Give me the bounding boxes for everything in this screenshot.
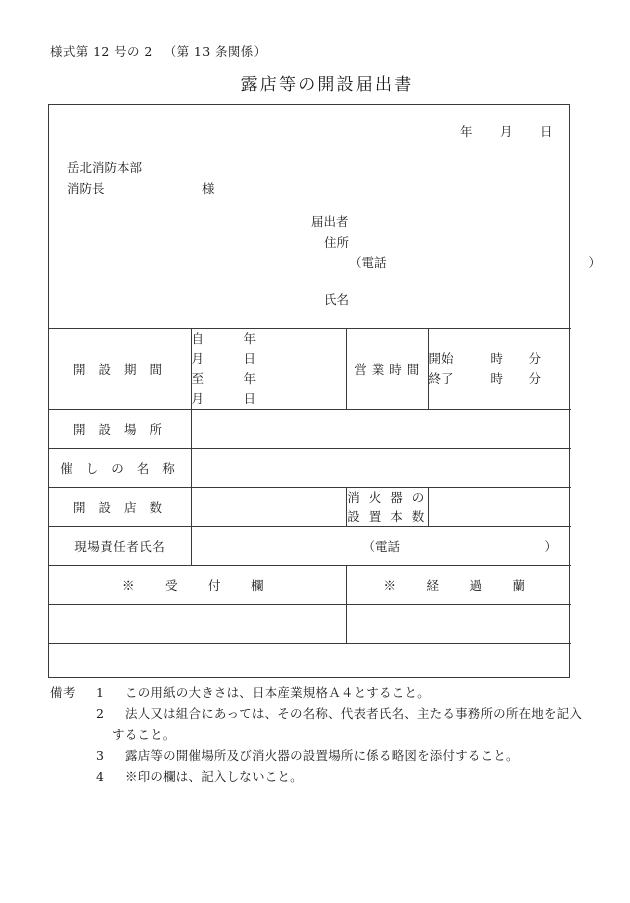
hours-start-minute: 分 xyxy=(528,351,542,366)
reception-section-heading: ※ 受 付 欄 xyxy=(49,566,346,605)
form-frame xyxy=(48,104,601,678)
hours-end-minute: 分 xyxy=(528,371,542,386)
addressee-title: 消防長 xyxy=(67,181,105,196)
manager-label: 現場責任者氏名 xyxy=(49,527,191,566)
event-name-label: 催 し の 名 称 xyxy=(49,449,191,488)
manager-value-cell[interactable] xyxy=(191,527,571,566)
extinguisher-label-line2: 設 置 本 数 xyxy=(347,509,427,524)
remark-number: 1 xyxy=(96,685,104,700)
period-from-line xyxy=(192,329,346,369)
table-row-place xyxy=(49,410,571,449)
extinguisher-count-label xyxy=(346,488,428,527)
addressee-block xyxy=(67,157,215,199)
remark-number: 3 xyxy=(96,748,104,763)
remarks-label: 備考 xyxy=(50,685,77,700)
table-row-period xyxy=(49,329,571,410)
submitter-phone-open: （電話 xyxy=(349,255,387,270)
submitter-phone-row xyxy=(349,253,601,271)
table-row-manager xyxy=(49,527,571,566)
progress-section-heading: ※ 経 過 蘭 xyxy=(346,566,571,605)
addressee-honorific: 様 xyxy=(202,181,215,196)
table-row-official-blanks xyxy=(49,605,571,644)
date-year-label: 年 xyxy=(459,124,473,139)
form-number: 様式第 12 号の 2 （第 13 条関係） xyxy=(50,44,267,59)
hours-end-line xyxy=(429,369,572,389)
remark-item xyxy=(96,745,590,766)
event-name-value-cell[interactable] xyxy=(191,449,571,488)
table-row-event-name xyxy=(49,449,571,488)
remark-text: 法人又は組合にあっては、その名称、代表者氏名、主たる事務所の所在地を記入 xyxy=(125,706,583,721)
remark-item xyxy=(96,766,590,787)
hours-start-hour: 時 xyxy=(490,351,504,366)
hours-start-prefix: 開始 xyxy=(428,351,454,366)
addressee-organization: 岳北消防本部 xyxy=(67,160,143,175)
place-label: 開 設 場 所 xyxy=(49,410,191,449)
submitter-address-label: 住所 xyxy=(324,235,350,250)
remarks-row xyxy=(50,682,590,787)
remarks-block xyxy=(50,682,590,787)
period-to-line xyxy=(192,369,346,409)
store-count-label: 開 設 店 数 xyxy=(49,488,191,527)
remark-continuation: すること。 xyxy=(112,727,176,742)
remark-number: 4 xyxy=(96,769,104,784)
submitter-name-label: 氏名 xyxy=(324,292,350,307)
date-month-label: 月 xyxy=(499,124,513,139)
manager-phone-open: （電話 xyxy=(362,539,400,554)
place-value-cell[interactable] xyxy=(191,410,571,449)
hours-value-cell[interactable] xyxy=(428,329,571,410)
document-title: 露店等の開設届出書 xyxy=(240,75,414,95)
submitter-phone-close: ） xyxy=(588,255,601,270)
remark-text: ※印の欄は、記入しないこと。 xyxy=(125,769,303,784)
extinguisher-label-line1: 消 火 器 の xyxy=(347,490,427,505)
period-label: 開 設 期 間 xyxy=(49,329,191,410)
period-to-month: 月 xyxy=(191,391,205,406)
period-from-year: 年 xyxy=(243,331,257,346)
remark-text: この用紙の大きさは、日本産業規格Ａ４とすること。 xyxy=(125,685,430,700)
progress-section-value[interactable] xyxy=(346,605,571,644)
addressee-title-row xyxy=(67,178,215,199)
period-from-month: 月 xyxy=(191,351,205,366)
period-from-prefix: 自 xyxy=(191,331,205,346)
table-row-store-count xyxy=(49,488,571,527)
store-count-value-cell[interactable] xyxy=(191,488,346,527)
hours-label: 営 業 時 間 xyxy=(346,329,428,410)
table-row-official-headings xyxy=(49,566,571,605)
remark-item xyxy=(96,682,590,703)
submission-date-line xyxy=(460,122,553,140)
manager-phone-close: ） xyxy=(544,539,557,554)
period-to-day: 日 xyxy=(243,391,257,406)
date-day-label: 日 xyxy=(539,124,553,139)
reception-section-value[interactable] xyxy=(49,605,346,644)
hours-end-hour: 時 xyxy=(490,371,504,386)
remark-number: 2 xyxy=(96,706,104,721)
hours-start-line xyxy=(429,349,572,369)
hours-end-prefix: 終了 xyxy=(428,371,454,386)
period-to-prefix: 至 xyxy=(191,371,205,386)
remarks-list xyxy=(96,682,590,787)
extinguisher-count-value-cell[interactable] xyxy=(428,488,571,527)
period-to-year: 年 xyxy=(243,371,257,386)
period-from-day: 日 xyxy=(243,351,257,366)
period-value-cell[interactable] xyxy=(191,329,346,410)
submitter-block xyxy=(311,211,349,253)
form-table xyxy=(49,328,571,644)
submitter-label: 届出者 xyxy=(311,214,349,229)
remark-text: 露店等の開催場所及び消火器の設置場所に係る略図を添付すること。 xyxy=(125,748,519,763)
form-upper-area xyxy=(49,105,601,328)
remark-item xyxy=(96,703,590,724)
